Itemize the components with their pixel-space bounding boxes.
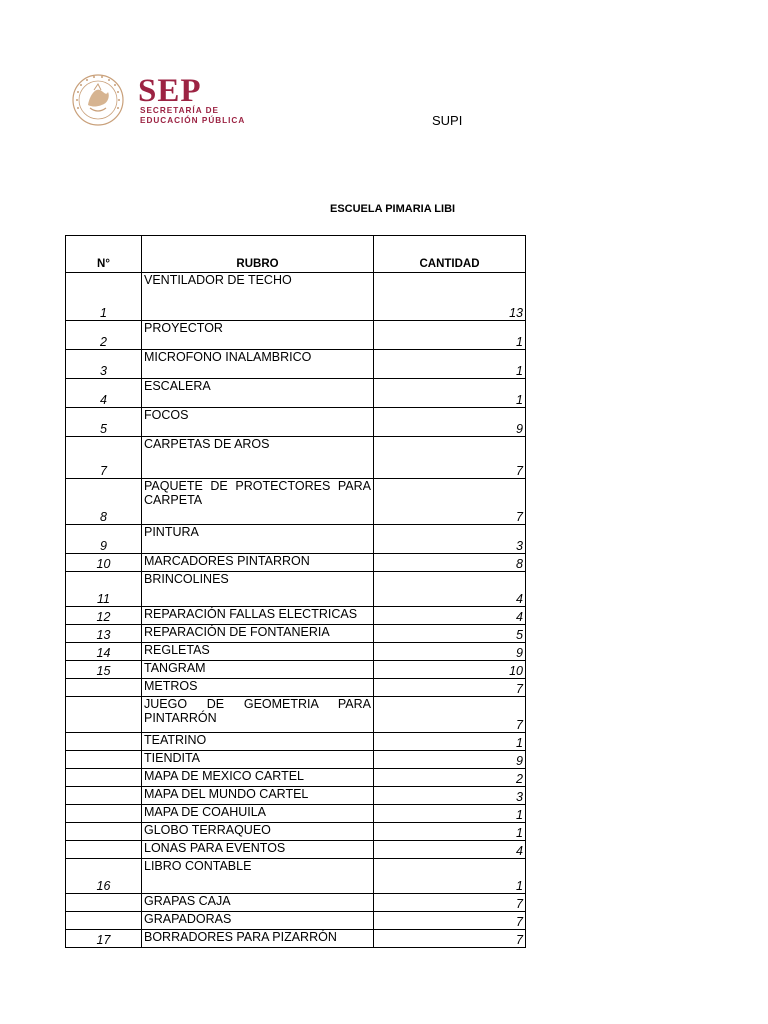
sep-subtitle-line2: EDUCACIÓN PÚBLICA [140, 116, 246, 125]
table-row [66, 572, 526, 607]
table-row [66, 273, 526, 321]
row-cantidad: 9 [374, 408, 526, 437]
row-number: 2 [66, 321, 142, 350]
row-number [66, 733, 142, 751]
column-header-number: N° [66, 236, 142, 273]
table-row [66, 769, 526, 787]
table-row [66, 841, 526, 859]
row-rubro: ESCALERA [142, 379, 374, 408]
table-body [66, 273, 526, 948]
row-rubro: MICROFONO INALAMBRICO [142, 350, 374, 379]
row-cantidad: 7 [374, 912, 526, 930]
table-row [66, 859, 526, 894]
inventory-table [65, 235, 526, 948]
row-rubro: BRINCOLINES [142, 572, 374, 607]
table-row [66, 894, 526, 912]
row-rubro: CARPETAS DE AROS [142, 437, 374, 479]
row-cantidad: 1 [374, 733, 526, 751]
table-row [66, 733, 526, 751]
row-number: 5 [66, 408, 142, 437]
row-number: 3 [66, 350, 142, 379]
table-row [66, 930, 526, 948]
row-cantidad: 2 [374, 769, 526, 787]
table-row [66, 625, 526, 643]
row-rubro: REPARACIÓN DE FONTANERIA [142, 625, 374, 643]
row-cantidad: 9 [374, 751, 526, 769]
table-row [66, 823, 526, 841]
table-row [66, 751, 526, 769]
row-cantidad: 7 [374, 679, 526, 697]
row-number [66, 894, 142, 912]
table-row [66, 661, 526, 679]
table-row [66, 607, 526, 625]
row-cantidad: 3 [374, 525, 526, 554]
row-cantidad: 3 [374, 787, 526, 805]
row-cantidad: 9 [374, 643, 526, 661]
sep-wordmark: SEP [138, 73, 202, 109]
table-header-row [66, 236, 526, 273]
table-row [66, 679, 526, 697]
row-rubro: GRAPADORAS [142, 912, 374, 930]
sep-subtitle-line1: SECRETARÍA DE [140, 106, 219, 115]
row-cantidad: 1 [374, 321, 526, 350]
row-rubro: REGLETAS [142, 643, 374, 661]
row-rubro: FOCOS [142, 408, 374, 437]
table-row [66, 697, 526, 733]
row-rubro: GRAPAS CAJA [142, 894, 374, 912]
row-cantidad: 1 [374, 350, 526, 379]
row-rubro: REPARACIÓN FALLAS ELECTRICAS [142, 607, 374, 625]
row-number: 1 [66, 273, 142, 321]
row-number: 15 [66, 661, 142, 679]
row-rubro: TIENDITA [142, 751, 374, 769]
row-rubro: LIBRO CONTABLE [142, 859, 374, 894]
table-row [66, 805, 526, 823]
row-rubro: PINTURA [142, 525, 374, 554]
row-number [66, 697, 142, 733]
row-number: 8 [66, 479, 142, 525]
row-number [66, 769, 142, 787]
table-row [66, 379, 526, 408]
row-cantidad: 4 [374, 572, 526, 607]
school-name-heading: ESCUELA PIMARIA LIBI [330, 203, 456, 215]
table-row [66, 525, 526, 554]
row-rubro: TANGRAM [142, 661, 374, 679]
row-cantidad: 4 [374, 607, 526, 625]
row-cantidad: 7 [374, 437, 526, 479]
row-rubro: TEATRINO [142, 733, 374, 751]
row-number: 7 [66, 437, 142, 479]
row-cantidad: 13 [374, 273, 526, 321]
row-number: 14 [66, 643, 142, 661]
table-row [66, 437, 526, 479]
row-rubro: MAPA DE MEXICO CARTEL [142, 769, 374, 787]
row-number: 13 [66, 625, 142, 643]
row-cantidad: 1 [374, 823, 526, 841]
table-row [66, 408, 526, 437]
row-cantidad: 10 [374, 661, 526, 679]
row-rubro: MARCADORES PINTARRON [142, 554, 374, 572]
row-number [66, 805, 142, 823]
row-cantidad: 7 [374, 697, 526, 733]
table-row [66, 554, 526, 572]
row-rubro: VENTILADOR DE TECHO [142, 273, 374, 321]
row-number [66, 823, 142, 841]
row-rubro: MAPA DE COAHUILA [142, 805, 374, 823]
row-number: 12 [66, 607, 142, 625]
row-rubro: JUEGO DE GEOMETRIA PARA PINTARRÓN [142, 697, 374, 733]
row-rubro: GLOBO TERRAQUEO [142, 823, 374, 841]
row-cantidad: 5 [374, 625, 526, 643]
supervision-heading: SUPI [432, 113, 463, 128]
row-cantidad: 4 [374, 841, 526, 859]
column-header-cantidad: CANTIDAD [374, 236, 526, 273]
row-number [66, 912, 142, 930]
table-row [66, 787, 526, 805]
table-row [66, 643, 526, 661]
column-header-rubro: RUBRO [142, 236, 374, 273]
row-rubro: LONAS PARA EVENTOS [142, 841, 374, 859]
row-cantidad: 7 [374, 479, 526, 525]
row-cantidad: 7 [374, 894, 526, 912]
row-number [66, 787, 142, 805]
row-cantidad: 8 [374, 554, 526, 572]
table-row [66, 321, 526, 350]
row-number: 4 [66, 379, 142, 408]
table-row [66, 912, 526, 930]
row-number: 11 [66, 572, 142, 607]
row-cantidad: 1 [374, 859, 526, 894]
table-row [66, 350, 526, 379]
row-number: 17 [66, 930, 142, 948]
row-rubro: PAQUETE DE PROTECTORES PARA CARPETA [142, 479, 374, 525]
table-row [66, 479, 526, 525]
row-cantidad: 1 [374, 805, 526, 823]
row-number: 16 [66, 859, 142, 894]
row-number: 10 [66, 554, 142, 572]
row-number [66, 751, 142, 769]
row-rubro: METROS [142, 679, 374, 697]
row-rubro: BORRADORES PARA PIZARRÓN [142, 930, 374, 948]
row-cantidad: 1 [374, 379, 526, 408]
row-number [66, 679, 142, 697]
row-number: 9 [66, 525, 142, 554]
row-number [66, 841, 142, 859]
row-rubro: PROYECTOR [142, 321, 374, 350]
row-cantidad: 7 [374, 930, 526, 948]
row-rubro: MAPA DEL MUNDO CARTEL [142, 787, 374, 805]
